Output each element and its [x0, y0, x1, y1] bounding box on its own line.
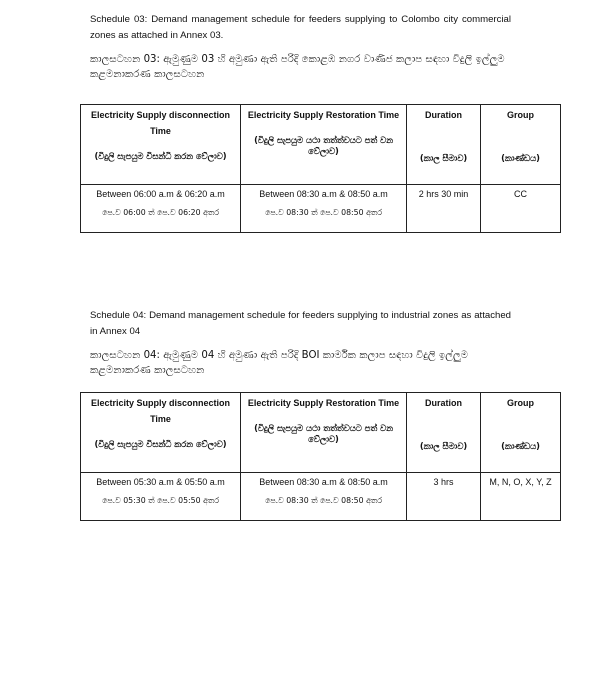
schedule-04-heading-en: Schedule 04: Demand management schedule for feeders supplying to industrial zones as attached in Annex 04	[90, 310, 511, 337]
schedule-03-section	[80, 12, 540, 233]
header-duration-si: (කාල සීමාව)	[419, 153, 468, 163]
cell-disconnection	[81, 473, 241, 521]
header-restoration	[241, 105, 407, 185]
header-group-si: (කාණ්ඩය)	[501, 441, 540, 451]
header-disconnection-en: Electricity Supply disconnection Time	[90, 110, 231, 136]
schedule-04-section	[80, 308, 552, 521]
cell-disconnection	[81, 185, 241, 233]
header-restoration-en: Electricity Supply Restoration Time	[247, 110, 400, 120]
cell-duration-value: 2 hrs 30 min	[418, 189, 469, 199]
header-group-en: Group	[507, 398, 534, 408]
cell-restoration-en: Between 08:30 a.m & 08:50 a.m	[259, 189, 388, 199]
cell-group	[481, 185, 561, 233]
header-disconnection-en: Electricity Supply disconnection Time	[90, 398, 231, 424]
table-header-row	[81, 105, 561, 185]
header-restoration-si: (විදුලි සැපයුම යථා තත්ත්වයට පත් වන වේලාව)	[254, 135, 393, 156]
cell-restoration-si: පෙ.ව 08:30 ත් පෙ.ව 08:50 අතර	[265, 208, 382, 217]
header-duration	[407, 393, 481, 473]
cell-group-value: M, N, O, X, Y, Z	[489, 477, 552, 487]
cell-disconnection-si: පෙ.ව 05:30 ත් පෙ.ව 05:50 අතර	[102, 496, 219, 505]
cell-group	[481, 473, 561, 521]
cell-disconnection-si: පෙ.ව 06:00 ත් පෙ.ව 06:20 අතර	[102, 208, 219, 217]
schedule-04-heading-si: කාලසටහන 04: ඇමුණුම 04 හි අමුණා ඇති පරිදි BOI කාර්මික කලාප සඳහා විදුලි ඉල්ලුම කළමනාකරණ කාලසටහන	[90, 350, 469, 376]
header-group	[481, 105, 561, 185]
cell-restoration	[241, 185, 407, 233]
header-group-en: Group	[507, 110, 534, 120]
cell-disconnection-en: Between 05:30 a.m & 05:50 a.m	[96, 477, 225, 487]
schedule-03-heading-si: කාලසටහන 03: ඇමුණුම 03 හි අමුණා ඇති පරිදි කොළඹ නගර වාණිජ කලාප සඳහා විදුලි ඉල්ලුම කළමනාකරණ කාලසටහන	[90, 54, 505, 80]
header-disconnection-si: (විදුලි සැපයුම විසන්ධි කරන වේලාව)	[94, 439, 227, 449]
header-duration-en: Duration	[425, 110, 462, 120]
table-header-row	[81, 393, 561, 473]
header-disconnection-si: (විදුලි සැපයුම විසන්ධි කරන වේලාව)	[94, 151, 227, 161]
cell-duration	[407, 185, 481, 233]
header-group-si: (කාණ්ඩය)	[501, 153, 540, 163]
cell-restoration-si: පෙ.ව 08:30 ත් පෙ.ව 08:50 අතර	[265, 496, 382, 505]
header-group	[481, 393, 561, 473]
cell-duration	[407, 473, 481, 521]
header-duration	[407, 105, 481, 185]
schedule-03-heading-en: Schedule 03: Demand management schedule for feeders supplying to Colombo city commercial zones as attached in Annex 03.	[90, 14, 511, 41]
header-disconnection	[81, 393, 241, 473]
cell-restoration	[241, 473, 407, 521]
header-duration-si: (කාල සීමාව)	[419, 441, 468, 451]
header-restoration	[241, 393, 407, 473]
schedule-03-table	[80, 104, 561, 233]
cell-group-value: CC	[514, 189, 527, 199]
header-duration-en: Duration	[425, 398, 462, 408]
header-disconnection	[81, 105, 241, 185]
table-row	[81, 473, 561, 521]
cell-duration-value: 3 hrs	[433, 477, 454, 487]
header-restoration-si: (විදුලි සැපයුම යථා තත්ත්වයට පත් වන වේලාව)	[254, 423, 393, 444]
cell-restoration-en: Between 08:30 a.m & 08:50 a.m	[259, 477, 388, 487]
table-row	[81, 185, 561, 233]
header-restoration-en: Electricity Supply Restoration Time	[247, 398, 400, 408]
schedule-04-table	[80, 392, 561, 521]
cell-disconnection-en: Between 06:00 a.m & 06:20 a.m	[96, 189, 225, 199]
